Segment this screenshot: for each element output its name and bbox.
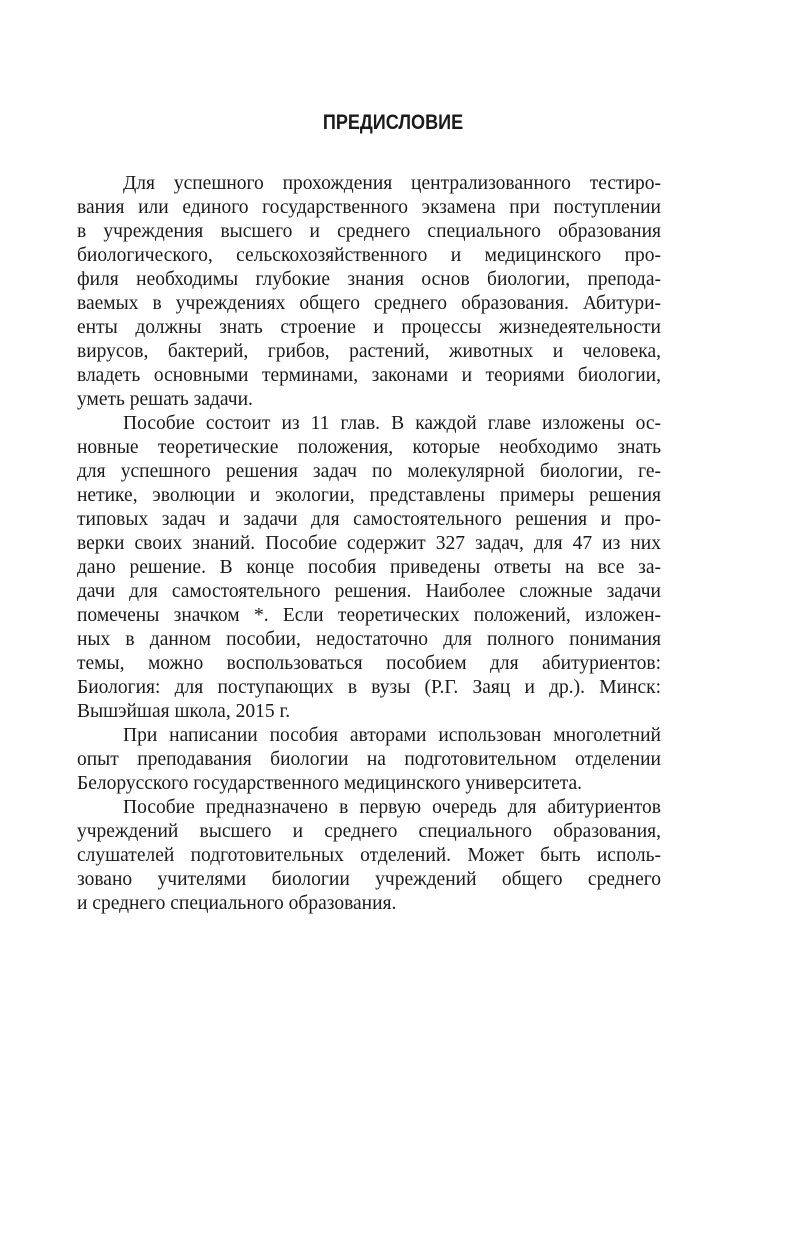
- text-line: новные теоретические положения, которые необходимо знать: [77, 437, 661, 458]
- text-line: Белорусского государственного медицинского университета.: [77, 773, 583, 794]
- text-line: учреждений высшего и среднего специального образования,: [77, 821, 661, 842]
- text-line: и среднего специального образования.: [77, 893, 397, 914]
- text-line: нетике, эволюции и экологии, представлены примеры решения: [77, 485, 661, 506]
- text-line: слушателей подготовительных отделений. Может быть исполь-: [77, 845, 661, 866]
- text-line: верки своих знаний. Пособие содержит 327 задач, для 47 из них: [77, 533, 661, 554]
- text-line: При написании пособия авторами использован многолетний: [123, 725, 661, 746]
- text-line: владеть основными терминами, законами и теориями биологии,: [77, 365, 661, 386]
- text-line: для успешного решения задач по молекулярной биологии, ге-: [77, 461, 661, 482]
- text-line: ваемых в учреждениях общего среднего образования. Абитури-: [77, 293, 661, 314]
- text-line: ных в данном пособии, недостаточно для полного понимания: [77, 629, 661, 650]
- text-line: енты должны знать строение и процессы жизнедеятельности: [77, 317, 661, 338]
- page-title: ПРЕДИСЛОВИЕ: [322, 111, 464, 134]
- preface-text: [77, 172, 661, 916]
- text-line: Биология: для поступающих в вузы (Р.Г. Заяц и др.). Минск:: [77, 677, 661, 698]
- text-line: Для успешного прохождения централизованного тестиро-: [123, 173, 661, 194]
- text-line: дачи для самостоятельного решения. Наиболее сложные задачи: [77, 581, 661, 602]
- text-line: Пособие предназначено в первую очередь для абитуриентов: [123, 797, 661, 818]
- text-line: вания или единого государственного экзамена при поступлении: [77, 197, 661, 218]
- text-line: зовано учителями биологии учреждений общего среднего: [77, 869, 661, 890]
- text-line: в учреждения высшего и среднего специального образования: [77, 221, 661, 242]
- text-line: опыт преподавания биологии на подготовительном отделении: [77, 749, 661, 770]
- text-line: биологического, сельскохозяйственного и медицинского про-: [77, 245, 661, 266]
- text-line: темы, можно воспользоваться пособием для абитуриентов:: [77, 653, 661, 674]
- text-line: Вышэйшая школа, 2015 г.: [77, 701, 291, 722]
- text-line: вирусов, бактерий, грибов, растений, животных и человека,: [77, 341, 661, 362]
- text-line: помечены значком *. Если теоретических положений, изложен-: [77, 605, 661, 626]
- text-line: дано решение. В конце пособия приведены ответы на все за-: [77, 557, 661, 578]
- text-line: филя необходимы глубокие знания основ биологии, препода-: [77, 269, 661, 290]
- text-line: типовых задач и задачи для самостоятельного решения и про-: [77, 509, 661, 530]
- text-line: уметь решать задачи.: [77, 389, 253, 410]
- text-line: Пособие состоит из 11 глав. В каждой главе изложены ос-: [123, 413, 661, 434]
